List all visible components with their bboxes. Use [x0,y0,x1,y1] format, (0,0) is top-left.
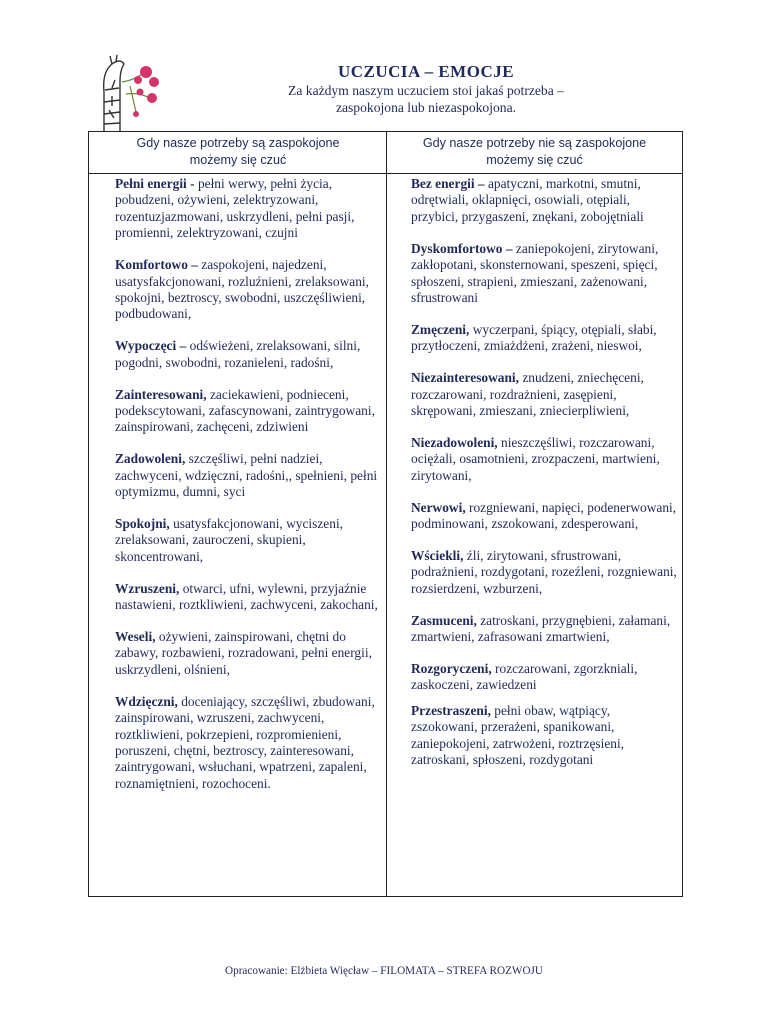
feeling-term: Zasmuceni, [411,612,477,628]
footer-credit: Opracowanie: Elżbieta Więcław – FILOMATA – STREFA ROZWOJU [225,965,543,977]
subtitle-line-2: zaspokojona lub niezaspokojona. [335,100,517,115]
feeling-term: Komfortowo – [115,257,198,273]
feeling-term: Pełni energii - [115,176,195,191]
header-satisfied-line-2: możemy się czuć [189,153,287,167]
feeling-description: znudzeni, zniechęceni, rozczarowani, rozdrażnieni, zasępieni, skrępowani, zmieszani, zniecierpliwieni, [411,370,644,418]
feeling-term: Zmęczeni, [411,321,470,337]
feeling-description: doceniający, szczęśliwi, zbudowani, zainspirowani, wzruszeni, zachwyceni, roztkliwieni, pokrzepieni, rozpromienieni, poruszeni, chętni, beztroscy, zainteresowani, zaintrygowani, wsłuchani, wpatrzeni, zapaleni, roznamiętnieni, rozochoceni. [115,693,375,791]
feeling-description: zaspokojeni, najedzeni, usatysfakcjonowani, rozluźnieni, zrelaksowani, spokojni, beztroscy, swobodni, uszczęśliwieni, podbudowani, [115,257,369,322]
feeling-term: Dyskomfortowo – [411,240,513,256]
feeling-entry [411,661,679,694]
feeling-term: Zainteresowani, [115,386,207,402]
page-subtitle [240,82,612,116]
feeling-description: szczęśliwi, pełni nadziei, zachwyceni, wdzięczni, radośni,, spełnieni, pełni optymizmu, dumni, syci [115,451,378,500]
feeling-term: Niezainteresowani, [411,370,519,386]
feeling-description: zatroskani, przygnębieni, załamani, zmartwieni, zafrasowani zmartwieni, [411,612,671,645]
header-unsatisfied [391,135,678,169]
feeling-description: usatysfakcjonowani, wyciszeni, zrelaksowani, zauroczeni, skupieni, skoncentrowani, [115,516,344,564]
feeling-description: rozgniewani, napięci, podenerwowani, podminowani, zszokowani, zdesperowani, [411,499,677,531]
feeling-description: odświeżeni, zrelaksowani, silni, pogodni, swobodni, rozanieleni, radośni, [115,338,361,370]
feeling-term: Zadowoleni, [115,451,186,467]
feeling-description: pełni obaw, wątpiący, zszokowani, przerażeni, spanikowani, zaniepokojeni, zatrwożeni, roztrzęsieni, zatroskani, spłoszeni, rozdygotani [411,702,625,767]
header-unsatisfied-line-1: Gdy nasze potrzeby nie są zaspokojone [422,136,647,150]
header-satisfied [93,135,383,169]
feeling-entry [115,694,383,792]
feeling-entry [115,581,383,614]
feeling-entry [411,176,679,225]
feeling-description: apatyczni, markotni, smutni, odrętwiali, oklapnięci, osowiali, otępiali, przybici, przygaszeni, znękani, zobojętniali [411,176,644,224]
feeling-description: zaniepokojeni, zirytowani, zakłopotani, skonsternowani, speszeni, spięci, spłoszeni, strapieni, zmieszani, zażenowani, sfrustrowani [411,240,659,305]
feeling-description: zaciekawieni, podnieceni, podekscytowani, zafascynowani, zaintrygowani, zainspirowani, zachęceni, zdziwieni [115,386,375,435]
feeling-term: Wzruszeni, [115,580,180,596]
header-satisfied-line-1: Gdy nasze potrzeby są zaspokojone [136,136,340,150]
feeling-entry [115,451,383,500]
feeling-entry [411,241,679,307]
feeling-term: Weseli, [115,629,156,645]
feeling-description: nieszczęśliwi, rozczarowani, ociężali, osamotnieni, zrozpaczeni, martwieni, zirytowani, [411,434,660,483]
unsatisfied-feelings-column [411,176,679,784]
feeling-entry [411,613,679,646]
header-unsatisfied-line-2: możemy się czuć [486,153,583,167]
feeling-description: pełni werwy, pełni życia, pobudzeni, ożywieni, zelektryzowani, rozentuzjazmowani, uskrzydleni, pełni pasji, promienni, zelektryzowani, czujni [115,176,355,241]
feeling-description: ożywieni, zainspirowani, chętni do zabawy, rozbawieni, rozradowani, pełni energii, uskrzydleni, olśnieni, [115,629,372,677]
feeling-term: Wdzięczni, [115,693,178,709]
feeling-entry [411,548,679,597]
column-divider [386,132,387,896]
feeling-description: wyczerpani, śpiący, otępiali, słabi, przytłoczeni, zmiażdżeni, zrażeni, nieswoi, [411,321,657,354]
feeling-term: Niezadowoleni, [411,434,498,450]
header-divider [89,173,682,174]
feeling-term: Spokojni, [115,516,170,531]
feeling-entry [411,370,679,419]
feeling-entry [411,322,679,355]
feeling-entry [411,703,679,769]
feeling-term: Wypoczęci – [115,338,187,354]
feeling-description: źli, zirytowani, sfrustrowani, podrażnieni, rozdygotani, rozeźleni, rozgniewani, rozsierdzeni, wzburzeni, [411,547,677,596]
feeling-term: Rozgoryczeni, [411,660,492,676]
feeling-entry [115,387,383,436]
feeling-term: Wściekli, [411,547,464,563]
page-title: UCZUCIA – EMOCJE [337,62,515,81]
feeling-term: Przestraszeni, [411,702,491,718]
feeling-entry [115,516,383,565]
feeling-entry [115,629,383,678]
feeling-description: otwarci, ufni, wylewni, przyjaźnie nastawieni, roztkliwieni, zachwyceni, zakochani, [115,580,378,613]
feeling-term: Bez energii – [411,176,485,191]
feeling-term: Nerwowi, [411,499,466,515]
feeling-entry [115,176,383,242]
feeling-entry [115,338,383,371]
feeling-entry [115,257,383,323]
feeling-description: rozczarowani, zgorzkniali, zaskoczeni, zawiedzeni [411,660,638,693]
emotions-table [88,131,683,897]
subtitle-line-1: Za każdym naszym uczuciem stoi jakaś potrzeba – [288,83,564,98]
feeling-entry [411,500,679,533]
feeling-entry [411,435,679,484]
satisfied-feelings-column [115,176,383,808]
